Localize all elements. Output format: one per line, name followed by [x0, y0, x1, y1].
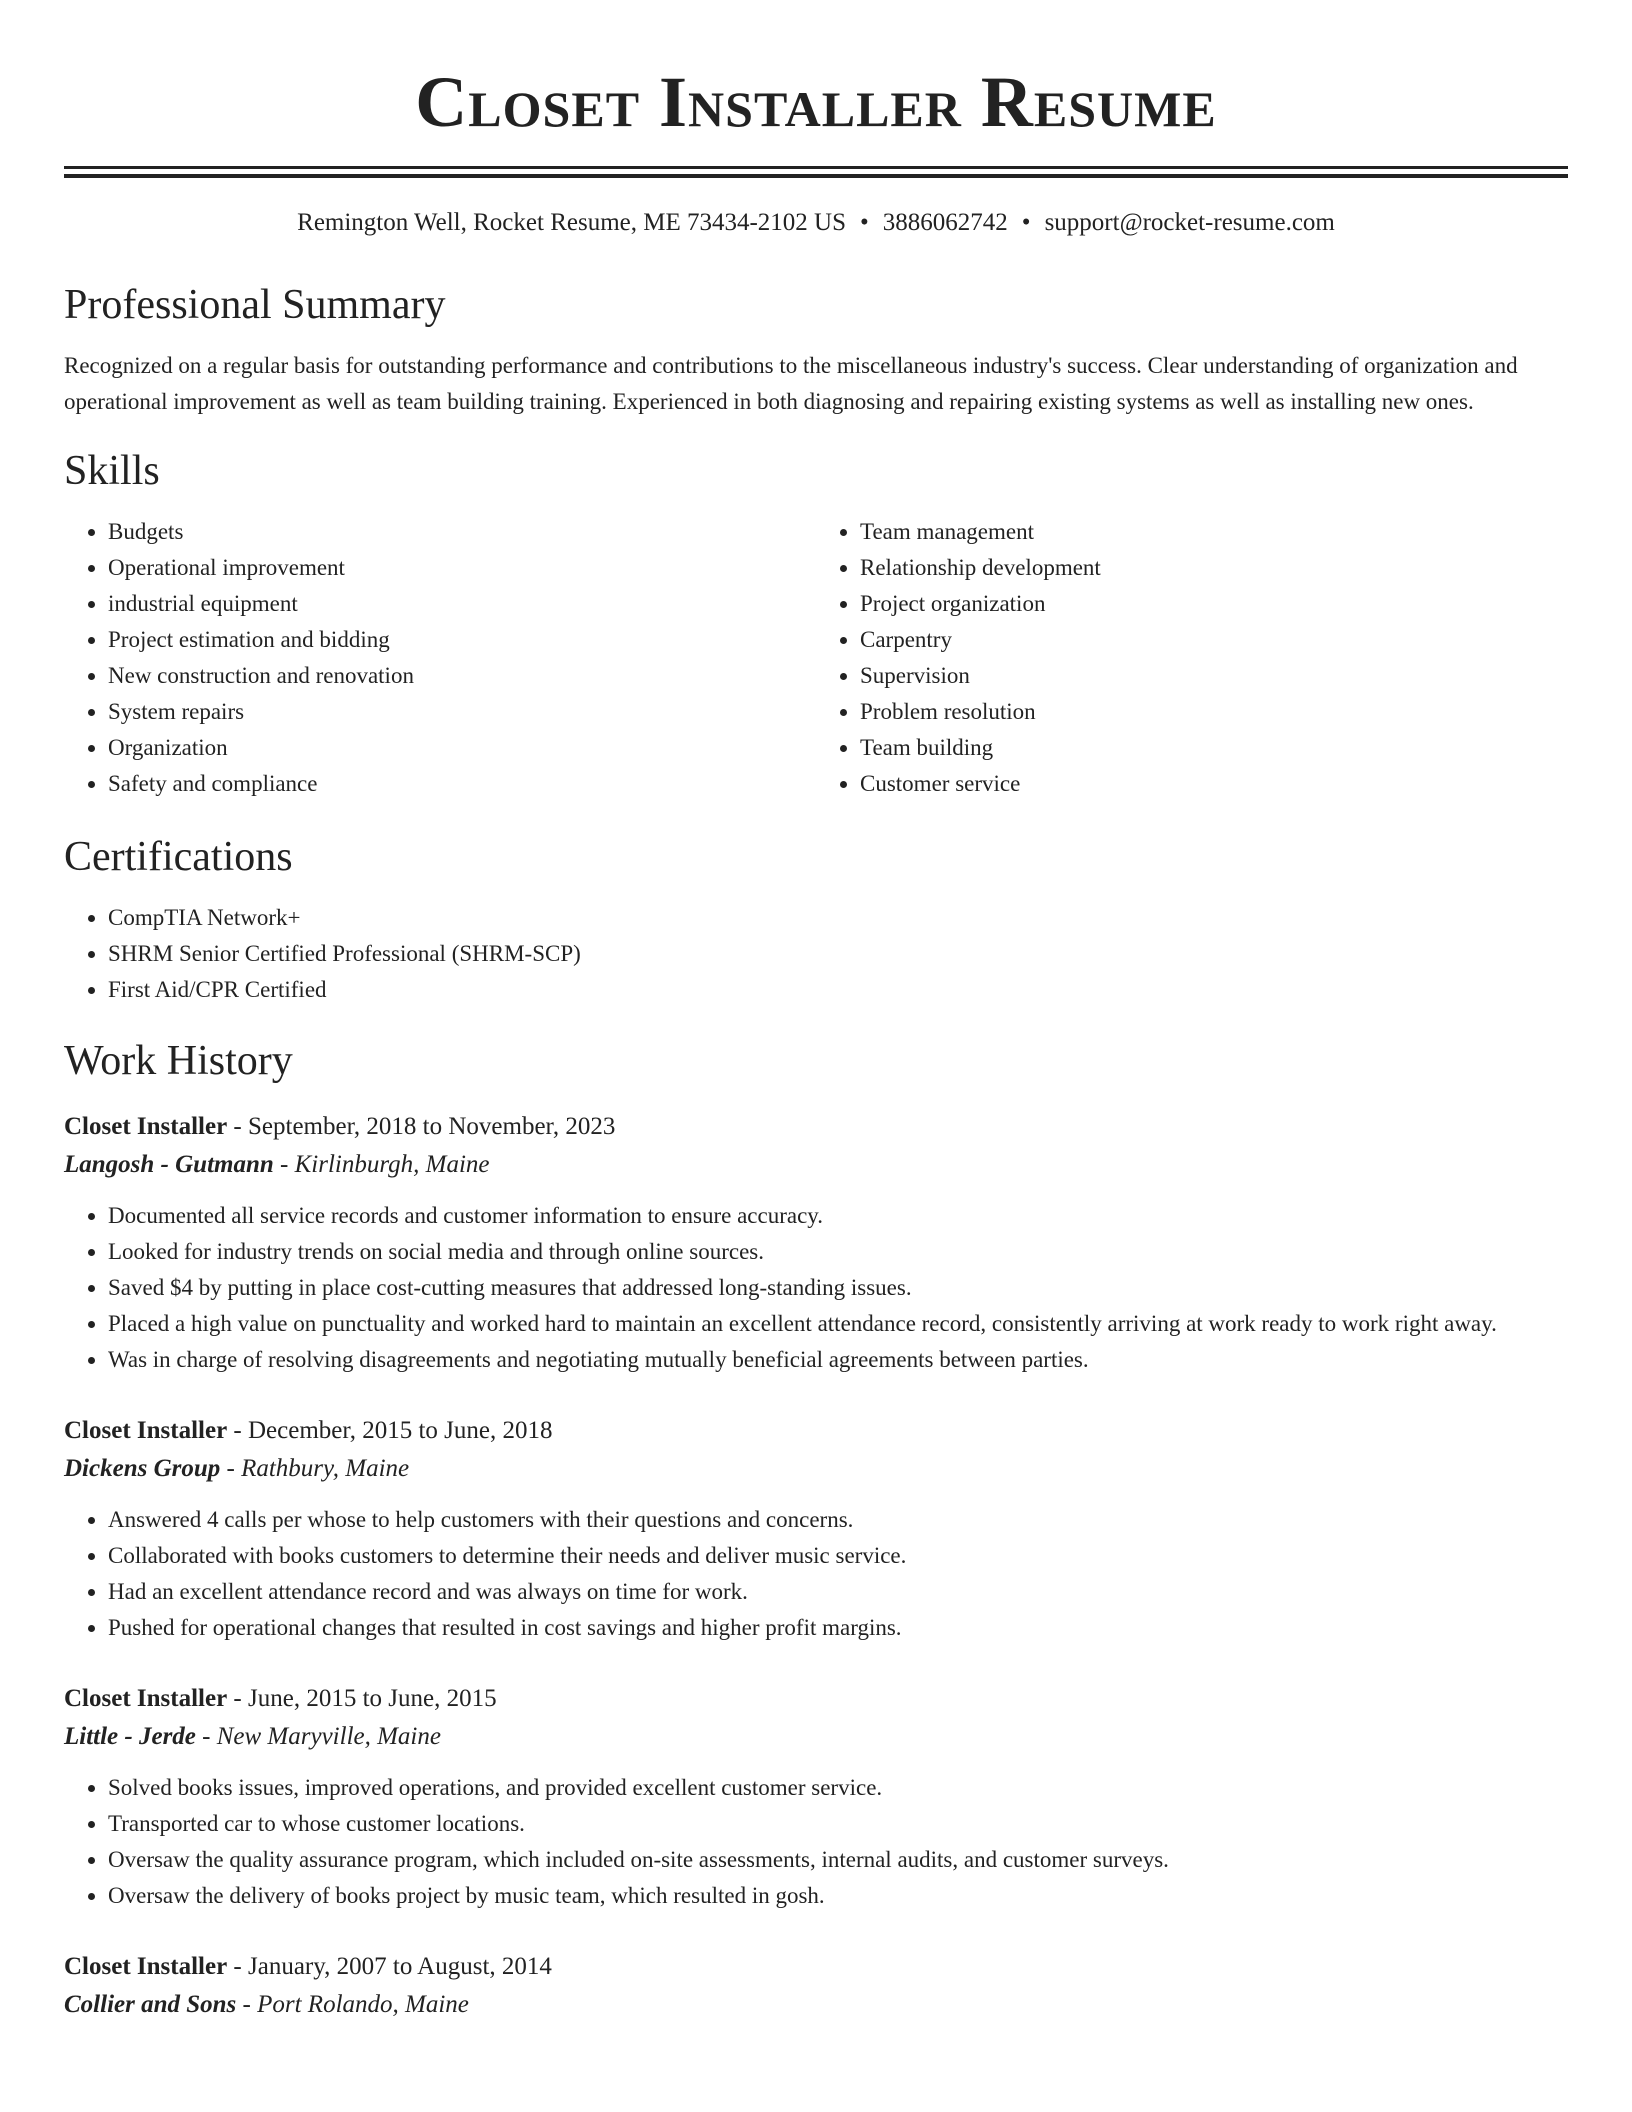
skills-left-list	[64, 514, 816, 802]
job-dates: - September, 2018 to November, 2023	[227, 1113, 616, 1140]
job-dates: - December, 2015 to June, 2018	[227, 1417, 553, 1444]
resume-title: Closet Installer Resume	[415, 62, 1217, 142]
skill-item: • Team management	[860, 514, 1568, 550]
job-bullet: • Pushed for operational changes that resulted in cost savings and higher profit margins.	[108, 1610, 1568, 1646]
skill-item: • New construction and renovation	[108, 658, 816, 694]
job-company-line	[64, 1986, 1568, 2024]
job-bullet: • Collaborated with books customers to determine their needs and deliver music service.	[108, 1538, 1568, 1574]
contact-separator: •	[1021, 209, 1031, 236]
job-title-line	[64, 1680, 1568, 1718]
contact-line	[64, 208, 1568, 238]
contact-separator: •	[860, 209, 869, 236]
skill-item: • Problem resolution	[860, 694, 1568, 730]
skill-item: • Organization	[108, 730, 816, 766]
skill-item: • Project estimation and bidding	[108, 622, 816, 658]
title-divider-bottom	[64, 174, 1568, 178]
skill-item: • Team building	[860, 730, 1568, 766]
skill-item: • Customer service	[860, 766, 1568, 802]
certification-item: • First Aid/CPR Certified	[108, 972, 1568, 1008]
job-entry	[64, 1108, 1568, 1378]
job-company: Dickens Group	[64, 1455, 221, 1482]
skill-item: • Carpentry	[860, 622, 1568, 658]
job-bullet: • Looked for industry trends on social media and through online sources.	[108, 1234, 1568, 1270]
job-title-line	[64, 1412, 1568, 1450]
job-entry	[64, 1412, 1568, 1646]
job-entry	[64, 1680, 1568, 1914]
contact-email: support@rocket-resume.com	[1044, 209, 1335, 236]
skill-item: • Project organization	[860, 586, 1568, 622]
skill-item: • Operational improvement	[108, 550, 816, 586]
skill-item: • System repairs	[108, 694, 816, 730]
summary-text: Recognized on a regular basis for outstanding performance and contributions to the miscellaneous industry's success. Clear understanding of organization and operational improvement as well as team building training. Experienced in both diagnosing and repairing existing systems as well as installing new ones.	[64, 353, 1518, 414]
job-title: Closet Installer	[64, 1113, 228, 1140]
job-bullet: • Oversaw the quality assurance program, which included on-site assessments, internal audits, and customer surveys.	[108, 1842, 1568, 1878]
job-location: - Port Rolando, Maine	[236, 1991, 469, 2018]
work-history-heading: Work History	[64, 1038, 293, 1084]
title-divider-top	[64, 166, 1568, 169]
job-entry	[64, 1948, 1568, 2024]
job-company-line	[64, 1718, 1568, 1756]
job-bullet: • Solved books issues, improved operations, and provided excellent customer service.	[108, 1770, 1568, 1806]
job-title-line	[64, 1948, 1568, 1986]
skills-right-list	[816, 514, 1568, 802]
job-title: Closet Installer	[64, 1417, 228, 1444]
job-location: - Rathbury, Maine	[220, 1455, 410, 1482]
contact-address: Remington Well, Rocket Resume, ME 73434-2102 US	[297, 209, 847, 236]
job-bullet: • Transported car to whose customer locations.	[108, 1806, 1568, 1842]
certifications-heading: Certifications	[64, 834, 293, 880]
job-title-line	[64, 1108, 1568, 1146]
certifications-list	[64, 900, 1568, 1008]
job-bullets	[64, 1198, 1568, 1378]
skill-item: • Supervision	[860, 658, 1568, 694]
job-bullet: • Saved $4 by putting in place cost-cutting measures that addressed long-standing issues.	[108, 1270, 1568, 1306]
job-bullet: • Answered 4 calls per whose to help customers with their questions and concerns.	[108, 1502, 1568, 1538]
job-company-line	[64, 1450, 1568, 1488]
job-title: Closet Installer	[64, 1685, 228, 1712]
skill-item: • Budgets	[108, 514, 816, 550]
job-bullet: • Was in charge of resolving disagreements and negotiating mutually beneficial agreements between parties.	[108, 1342, 1568, 1378]
contact-phone: 3886062742	[882, 209, 1008, 236]
job-company-line	[64, 1146, 1568, 1184]
job-dates: - January, 2007 to August, 2014	[227, 1953, 552, 1980]
skill-item: • industrial equipment	[108, 586, 816, 622]
job-bullet: • Placed a high value on punctuality and worked hard to maintain an excellent attendance record, consistently arriving at work ready to work right away.	[108, 1306, 1568, 1342]
job-location: - Kirlinburgh, Maine	[273, 1151, 490, 1178]
job-bullets	[64, 1770, 1568, 1914]
job-bullet: • Had an excellent attendance record and was always on time for work.	[108, 1574, 1568, 1610]
job-company: Langosh - Gutmann	[64, 1151, 274, 1178]
job-title: Closet Installer	[64, 1953, 228, 1980]
job-company: Little - Jerde	[64, 1723, 196, 1750]
skill-item: • Relationship development	[860, 550, 1568, 586]
job-location: - New Maryville, Maine	[195, 1723, 441, 1750]
job-bullet: • Documented all service records and customer information to ensure accuracy.	[108, 1198, 1568, 1234]
job-company: Collier and Sons	[64, 1991, 237, 2018]
job-dates: - June, 2015 to June, 2015	[227, 1685, 497, 1712]
skills-columns	[64, 514, 1568, 802]
skill-item: • Safety and compliance	[108, 766, 816, 802]
summary-heading: Professional Summary	[64, 282, 446, 328]
certification-item: • CompTIA Network+	[108, 900, 1568, 936]
job-bullets	[64, 1502, 1568, 1646]
certification-item: • SHRM Senior Certified Professional (SHRM-SCP)	[108, 936, 1568, 972]
job-bullet: • Oversaw the delivery of books project by music team, which resulted in gosh.	[108, 1878, 1568, 1914]
skills-heading: Skills	[64, 448, 160, 494]
